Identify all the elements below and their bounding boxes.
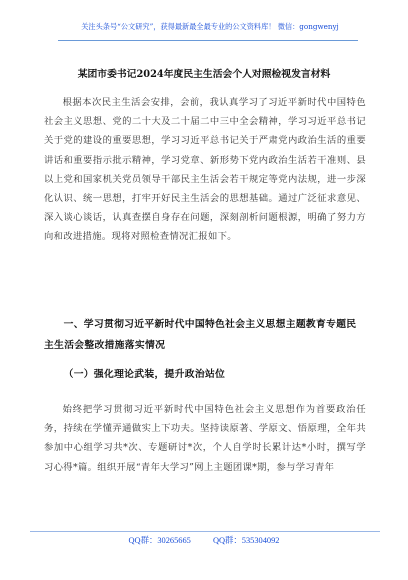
banner-promo-text: 关注头条号“公文研究”，获得最新最全最专业的公文资料库！ 微信：gongwenyj bbox=[81, 22, 339, 31]
footer-divider bbox=[30, 531, 380, 532]
footer-qq-group-1: QQ群：30265665 bbox=[128, 536, 191, 545]
footer bbox=[0, 534, 408, 546]
intro-paragraph: 根据本次民主生活会安排，会前，我认真学习了习近平新时代中国特色社会主义思想、党的二十大及二十届二中三中全会精神，学习习近平总书记关于党的建设的重要思想，学习习近平总书记关于严肃党内政治生活的重要讲话和重要指示批示精神，学习党章、新形势下党内政治生活若干准则、县以上党和国家机关党员领导干部民主生活会若干规定等党内法规，进一步深化认识、统一思想，打牢开好民主生活会的思想基础。通过广泛征求意见、深入谈心谈话，认真查摆自身存在问题，深刻剖析问题根源，明确了努力方向和改进措施。现将对照检查情况汇报如下。 bbox=[44, 97, 366, 243]
body-paragraph: 始终把学习贯彻习近平新时代中国特色社会主义思想作为首要政治任务，持续在学懂弄通做实上下功夫。坚持读原著、学原文、悟原理，全年共参加中心组学习共*次、专题研讨*次，个人自学时长累计达*小时，撰写学习心得*篇。组织开展“青年大学习”网上主题团课*期，参与学习青年 bbox=[44, 404, 366, 473]
document-title: 某团市委书记2024年度民主生活会个人对照检视发言材料 bbox=[77, 69, 331, 80]
header-divider bbox=[58, 40, 358, 41]
section-heading: 一、学习贯彻习近平新时代中国特色社会主义思想主题教育专题民主生活会整改措施落实情况 bbox=[44, 319, 357, 351]
subsection-heading: （一）强化理论武装，提升政治站位 bbox=[63, 369, 226, 380]
footer-qq-group-2: QQ群：535304092 bbox=[212, 536, 280, 545]
